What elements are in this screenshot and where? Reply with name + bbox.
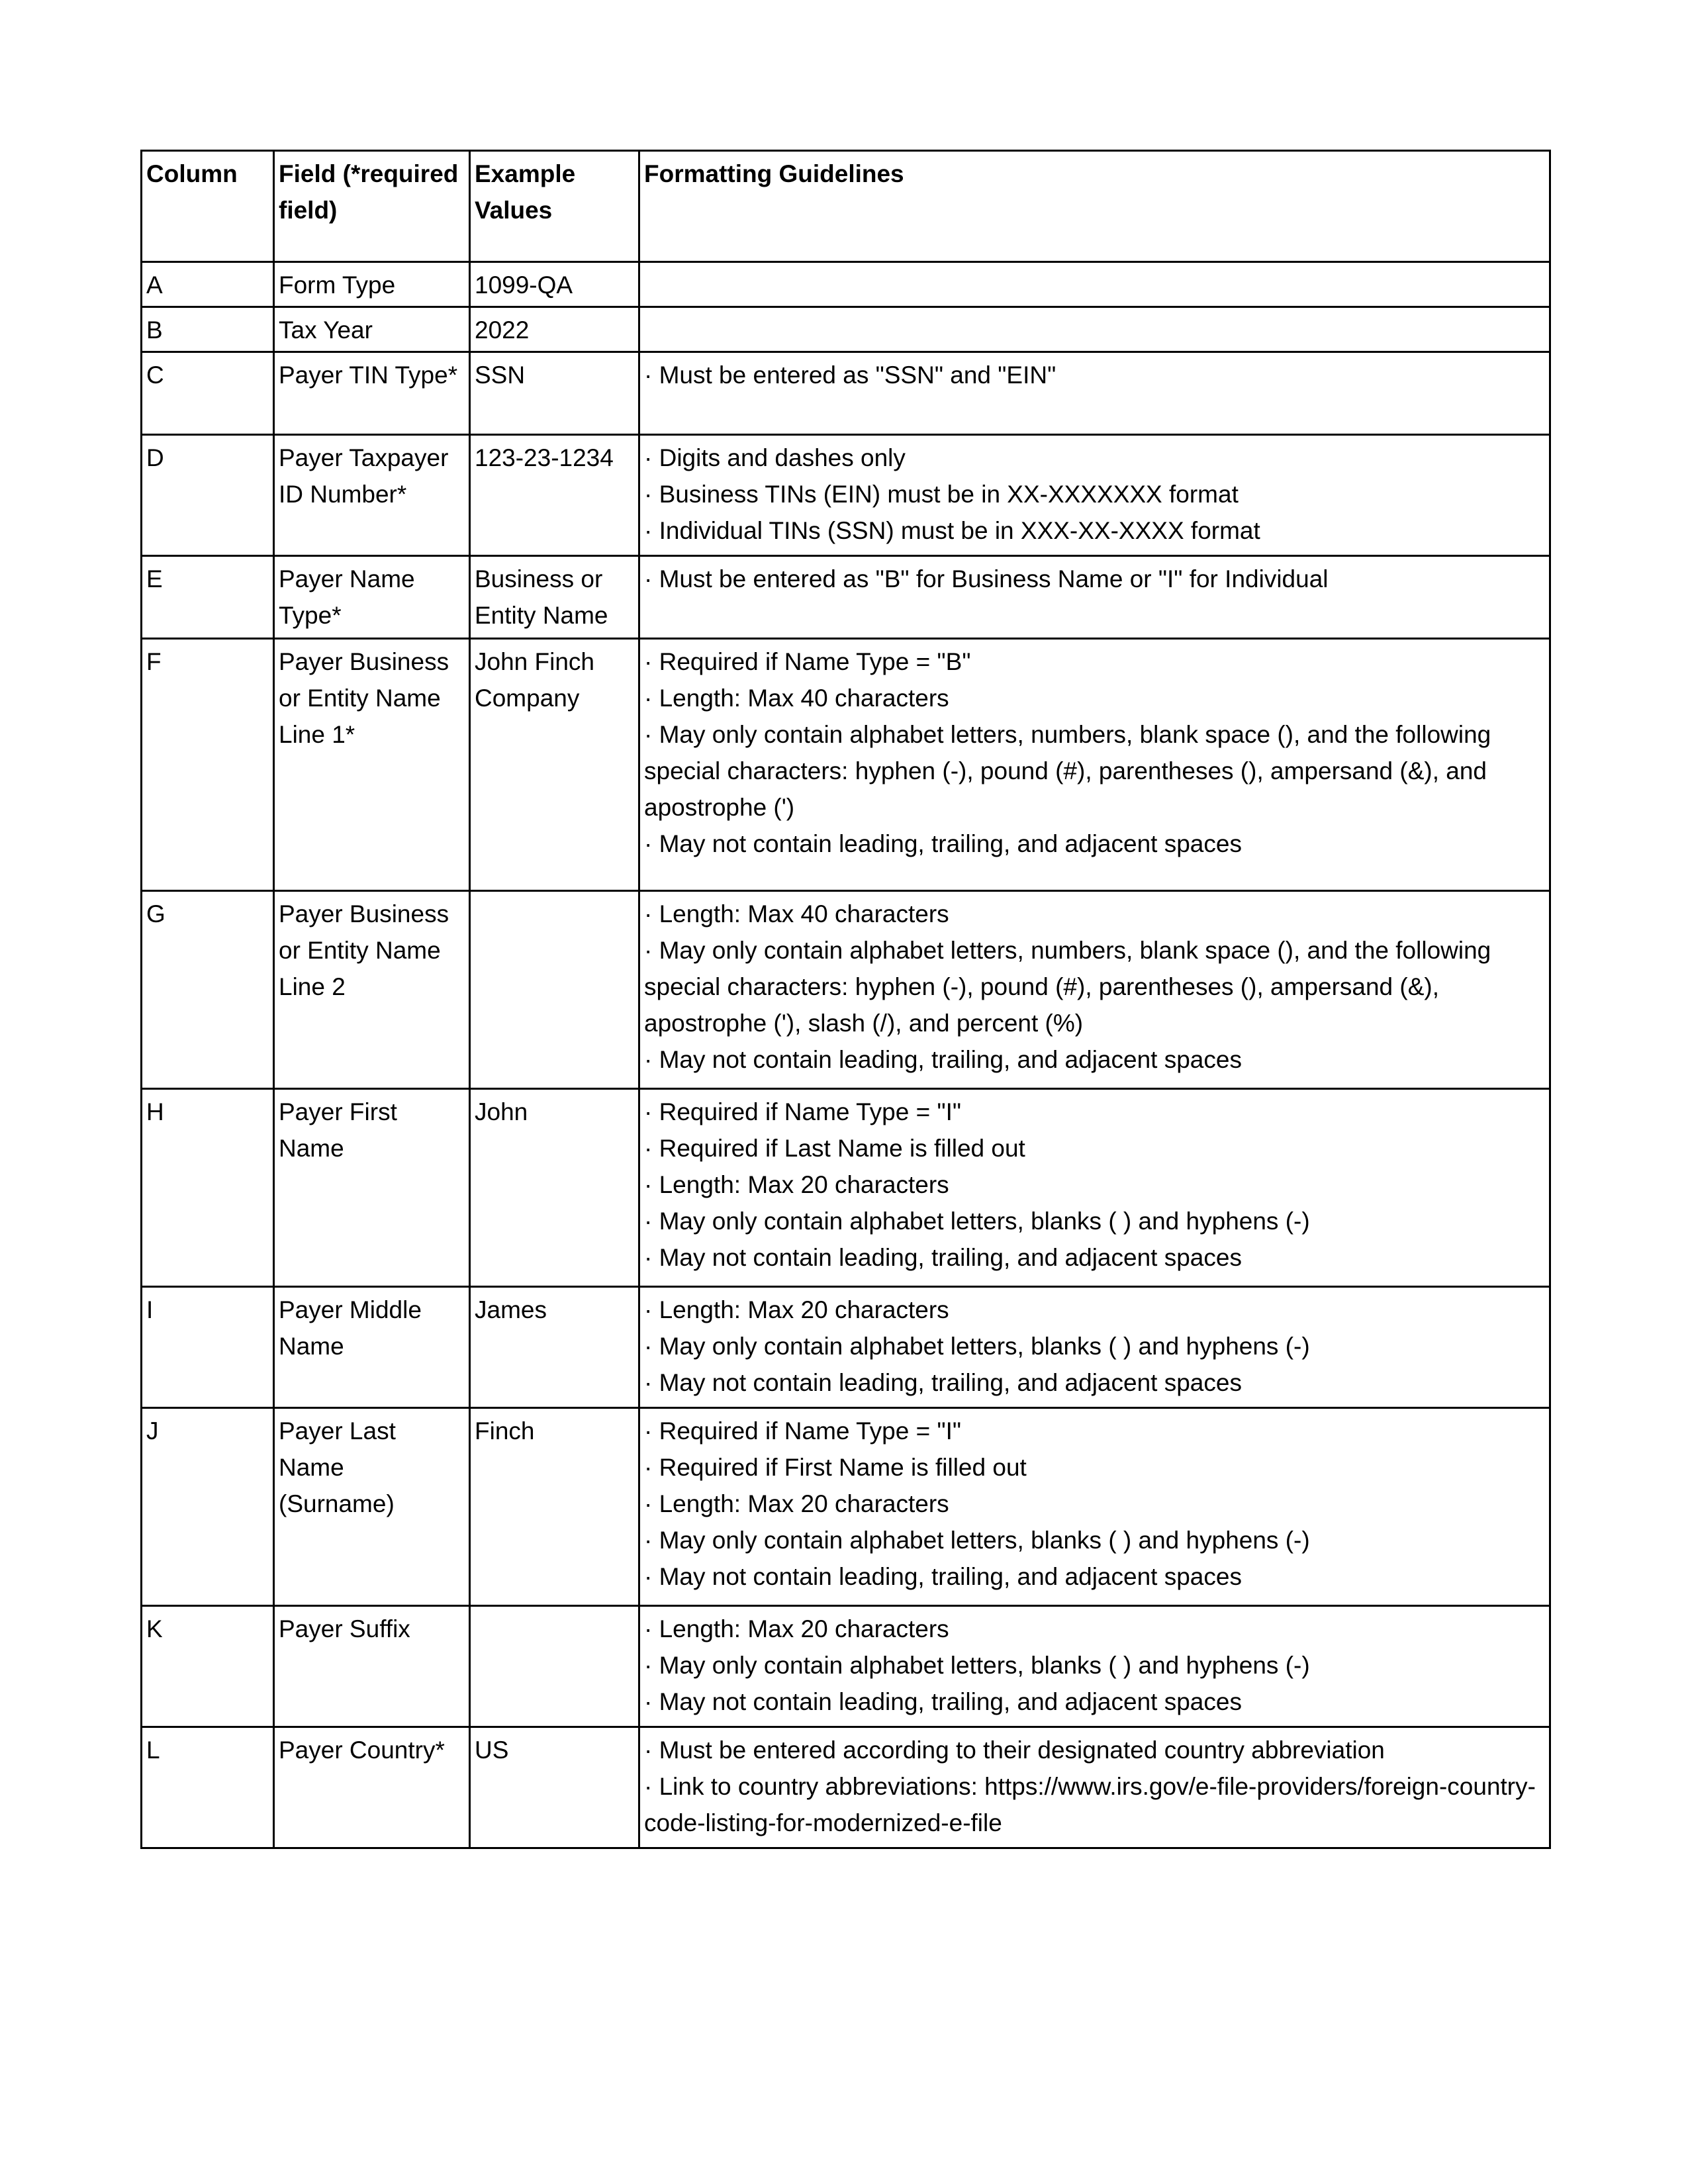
cell-example: Finch (470, 1408, 639, 1606)
cell-field: Payer Country* (274, 1727, 470, 1848)
table-row (142, 262, 1550, 307)
cell-guidelines (639, 639, 1550, 891)
table-row (142, 1287, 1550, 1408)
table-row (142, 1606, 1550, 1727)
table-row (142, 435, 1550, 556)
header-field: Field (*required field) (274, 151, 470, 262)
cell-field: Payer Name Type* (274, 556, 470, 639)
cell-column: I (142, 1287, 274, 1408)
guideline-item: · Required if First Name is filled out (644, 1454, 1027, 1481)
cell-guidelines (639, 891, 1550, 1089)
table-body (142, 262, 1550, 1848)
guideline-item: · May only contain alphabet letters, numbers, blank space (), and the following special characters: hyphen (-), pound (#), parentheses (), ampersand (&), and apostrophe (') (644, 721, 1491, 821)
guideline-item: · May not contain leading, trailing, and adjacent spaces (644, 1563, 1242, 1590)
cell-guidelines (639, 262, 1550, 307)
cell-field: Tax Year (274, 307, 470, 352)
table-row (142, 891, 1550, 1089)
guideline-item: · Must be entered as "SSN" and "EIN" (644, 361, 1056, 389)
guideline-item: · Required if Last Name is filled out (644, 1135, 1025, 1162)
cell-column: C (142, 352, 274, 435)
guideline-item: · Length: Max 40 characters (644, 685, 949, 712)
header-row (142, 151, 1550, 262)
cell-field: Payer Last Name (Surname) (274, 1408, 470, 1606)
cell-guidelines (639, 435, 1550, 556)
cell-field: Form Type (274, 262, 470, 307)
cell-example: US (470, 1727, 639, 1848)
table-row (142, 1089, 1550, 1287)
cell-field: Payer First Name (274, 1089, 470, 1287)
cell-field: Payer Suffix (274, 1606, 470, 1727)
cell-guidelines (639, 1089, 1550, 1287)
cell-column: D (142, 435, 274, 556)
guideline-item: · May not contain leading, trailing, and adjacent spaces (644, 1688, 1242, 1715)
header-column: Column (142, 151, 274, 262)
cell-example: John Finch Company (470, 639, 639, 891)
cell-example: Business or Entity Name (470, 556, 639, 639)
guideline-item: · Required if Name Type = "I" (644, 1417, 962, 1445)
guideline-item: · Length: Max 20 characters (644, 1171, 949, 1198)
guideline-item: · Link to country abbreviations: https://www.irs.gov/e-file-providers/foreign-country-code-listing-for-modernized-e-file (644, 1773, 1536, 1836)
cell-example (470, 891, 639, 1089)
guideline-item: · May only contain alphabet letters, blanks ( ) and hyphens (-) (644, 1527, 1310, 1554)
cell-guidelines (639, 352, 1550, 435)
guideline-item: · May not contain leading, trailing, and adjacent spaces (644, 1046, 1242, 1073)
guideline-item: · Individual TINs (SSN) must be in XXX-XX-XXXX format (644, 517, 1260, 544)
table-row (142, 307, 1550, 352)
table-row (142, 352, 1550, 435)
guideline-item: · Required if Name Type = "I" (644, 1098, 962, 1125)
guideline-item: · May not contain leading, trailing, and adjacent spaces (644, 1369, 1242, 1396)
cell-column: A (142, 262, 274, 307)
guideline-item: · Business TINs (EIN) must be in XX-XXXXXXX format (644, 481, 1239, 508)
cell-column: E (142, 556, 274, 639)
cell-example (470, 1606, 639, 1727)
guideline-item: · Digits and dashes only (644, 444, 906, 471)
guideline-item: · Must be entered according to their designated country abbreviation (644, 1736, 1385, 1764)
cell-guidelines (639, 1408, 1550, 1606)
cell-field: Payer Business or Entity Name Line 1* (274, 639, 470, 891)
guideline-item: · May only contain alphabet letters, blanks ( ) and hyphens (-) (644, 1333, 1310, 1360)
cell-guidelines (639, 1287, 1550, 1408)
cell-column: G (142, 891, 274, 1089)
cell-example: James (470, 1287, 639, 1408)
cell-column: B (142, 307, 274, 352)
guideline-item: · May only contain alphabet letters, blanks ( ) and hyphens (-) (644, 1652, 1310, 1679)
guideline-item: · May not contain leading, trailing, and adjacent spaces (644, 830, 1242, 857)
table-row (142, 639, 1550, 891)
cell-field: Payer TIN Type* (274, 352, 470, 435)
cell-column: K (142, 1606, 274, 1727)
cell-column: F (142, 639, 274, 891)
cell-guidelines (639, 1727, 1550, 1848)
table-row (142, 556, 1550, 639)
guideline-item: · Length: Max 20 characters (644, 1490, 949, 1517)
cell-guidelines (639, 556, 1550, 639)
cell-example: 2022 (470, 307, 639, 352)
header-formatting-guidelines: Formatting Guidelines (639, 151, 1550, 262)
guideline-item: · Length: Max 40 characters (644, 900, 949, 927)
guideline-item: · May only contain alphabet letters, numbers, blank space (), and the following special characters: hyphen (-), pound (#), parentheses (), ampersand (&), apostrophe ('), slash (/), and percent (%) (644, 937, 1491, 1037)
cell-example: 123-23-1234 (470, 435, 639, 556)
guideline-item: · Length: Max 20 characters (644, 1615, 949, 1642)
cell-field: Payer Taxpayer ID Number* (274, 435, 470, 556)
guideline-item: · Must be entered as "B" for Business Name or "I" for Individual (644, 565, 1329, 593)
table-row (142, 1727, 1550, 1848)
cell-example: SSN (470, 352, 639, 435)
cell-guidelines (639, 1606, 1550, 1727)
cell-example: John (470, 1089, 639, 1287)
guideline-item: · Length: Max 20 characters (644, 1296, 949, 1323)
cell-column: J (142, 1408, 274, 1606)
cell-guidelines (639, 307, 1550, 352)
guideline-item: · May only contain alphabet letters, blanks ( ) and hyphens (-) (644, 1208, 1310, 1235)
cell-example: 1099-QA (470, 262, 639, 307)
cell-field: Payer Middle Name (274, 1287, 470, 1408)
table-row (142, 1408, 1550, 1606)
cell-column: L (142, 1727, 274, 1848)
cell-column: H (142, 1089, 274, 1287)
guideline-item: · Required if Name Type = "B" (644, 648, 971, 675)
field-spec-table (140, 150, 1551, 1849)
header-example-values: Example Values (470, 151, 639, 262)
cell-field: Payer Business or Entity Name Line 2 (274, 891, 470, 1089)
guideline-item: · May not contain leading, trailing, and adjacent spaces (644, 1244, 1242, 1271)
